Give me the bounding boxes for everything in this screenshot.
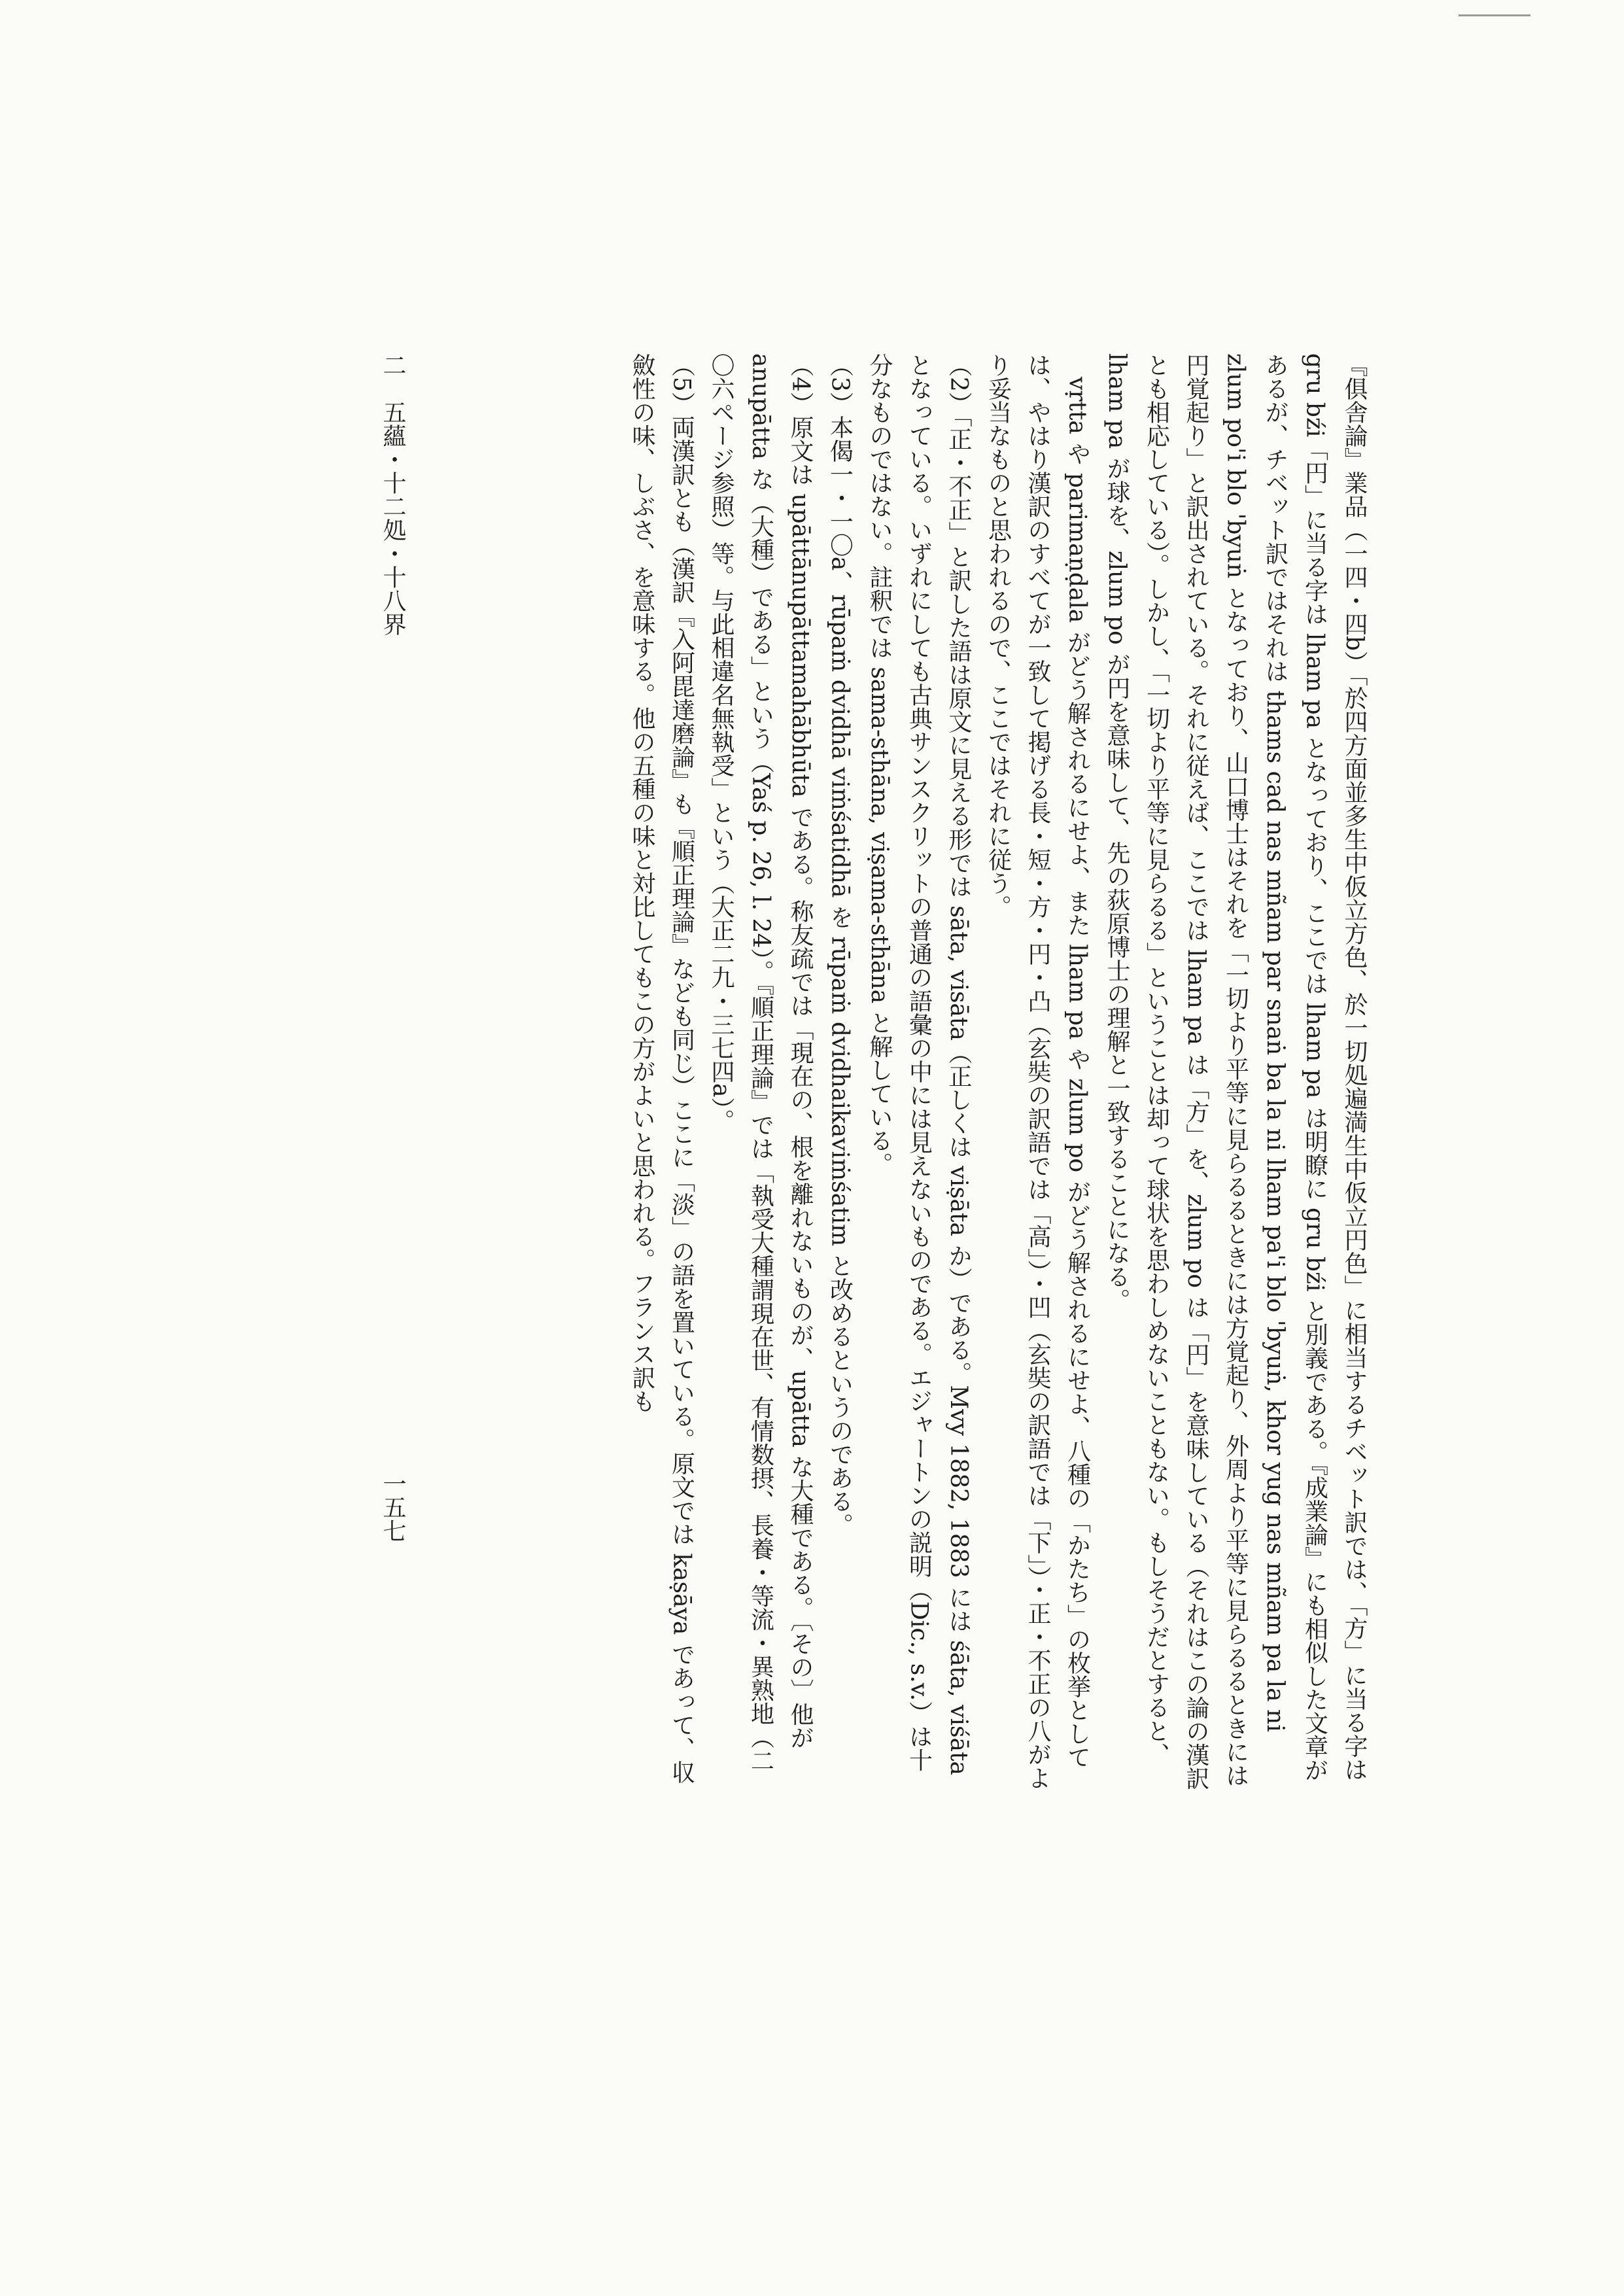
paragraph-1: 『俱舎論』業品（一四・四b）「於四方面並多生中仮立方色、於一切処遍満生中仮立円色」に相当するチベット訳では、「方」に当る字は gru bźi「円」に当る字は lham pa となっており、ここでは lham pa は明瞭に gru bźi と別義である。『成業論』にも相似した文章があるが、チベット訳ではそれは thams cad nas mñam par snaṅ ba la ni lham pa'i blo 'byuṅ, khor yug nas mñam pa la ni zlum po'i blo 'byuṅ となっており、山口博士はそれを「一切より平等に見らるるときには方覚起り、外周より平等に見らるるときには円覚起り」と訳出されている。それに従えば、ここでは lham pa は「方」を、zlum po は「円」を意味している（それはこの論の漢訳とも相応している）。しかし、「一切より平等に見らるる」ということは却って球状を思わしめないこともない。もしそうだとすると、lham pa が球を、zlum po が円を意味して、先の荻原博士の理解と一致することになる。 bbox=[1103, 353, 1368, 1790]
note-3: （3）本偈一・一〇a、rūpaṁ dvidhā viṁśatidhā を rūpaṁ dvidhaikaviṁśatim と改めるというのである。 bbox=[826, 353, 854, 1537]
note-4: （4）原文は upāttānupāttamahābhūta である。称友疏では「現在の、根を離れないものが、upātta な大種である。〔その〕他が anupātta な（大種）である」という（Yaś p. 26, l. 24）。『順正理論』では「執受大種謂現在世、有情数摂、長養・等流・異熟地（二〇六ページ参照）等。与此相違名無執受」という（大正二九・三七四a）。 bbox=[708, 353, 814, 1773]
running-title: 二 五蘊・十二処・十八界 bbox=[379, 353, 406, 636]
paragraph-2: vṛtta や parimaṇḍala がどう解されるにせよ、また lham pa や zlum po がどう解されるにせよ、八種の「かたち」の枚挙としては、やはり漢訳のすべてが一致して掲げる長・短・方・円・凸（玄奘の訳語では「高」）・凹（玄奘の訳語では「下」）・正・不正の八がより妥当なものと思われるので、ここではそれに従う。 bbox=[984, 353, 1091, 1790]
page-number: 一五七 bbox=[379, 1472, 406, 1542]
body-text bbox=[419, 353, 1373, 1792]
note-2: （2）「正・不正」と訳した語は原文に見える形では sāta, visāta（正しくは viṣāta か）である。Mvy 1882, 1883 には śāta, viśāta となっている。いずれにしても古典サンスクリットの普通の語彙の中には見えないものである。エジャートンの説明（Dic., s.v.）は十分なものではない。註釈では sama-sthāna, viṣama-sthāna と解している。 bbox=[866, 353, 972, 1775]
note-5: （5）両漢訳とも（漢訳『入阿毘達磨論』も『順正理論』なども同じ）ここに「淡」の語を置いている。原文では kaṣāya であって、収斂性の味、しぶさ、を意味する。他の五種の味と対比してもこの方がよいと思われる。フランス訳も bbox=[629, 353, 695, 1784]
top-edge-mark bbox=[1459, 14, 1530, 16]
